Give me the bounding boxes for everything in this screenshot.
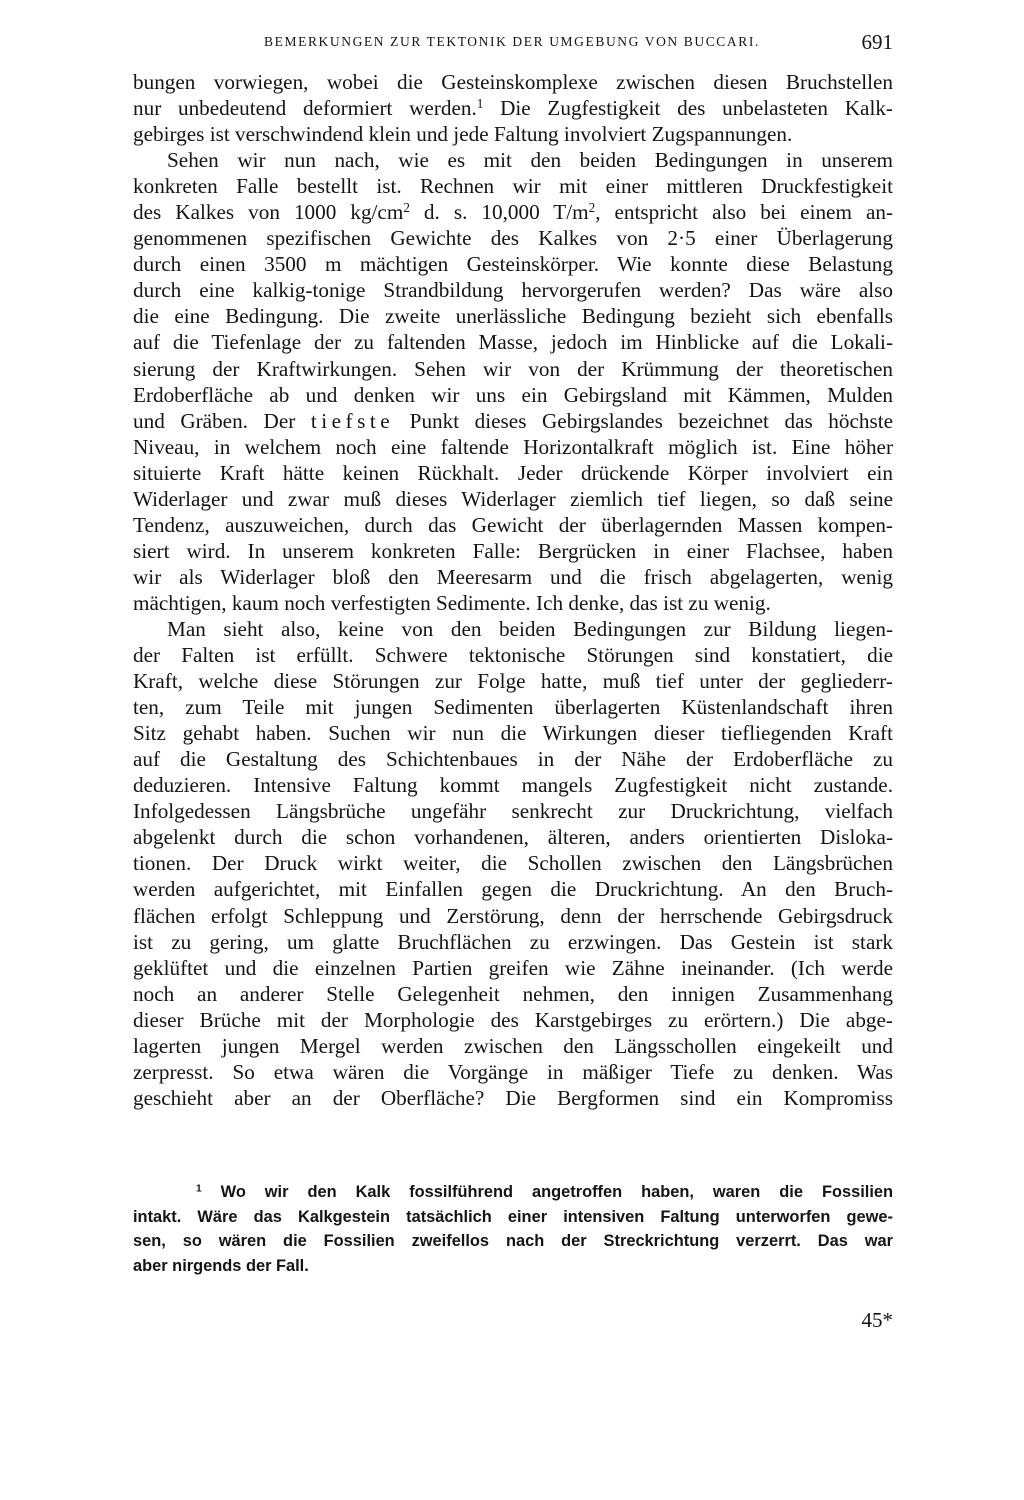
text-line: Sehen wir nun nach, wie es mit den beiden Bedingungen in unserem [167, 148, 893, 173]
superscript: 2 [403, 200, 410, 216]
text-line [133, 199, 893, 225]
text-line: abgelenkt durch die schon vorhandenen, älteren, anders orientierten Disloka- [133, 825, 893, 850]
text-line: Erdoberfläche ab und denken wir uns ein Gebirgsland mit Kämmen, Mulden [133, 382, 893, 407]
text-line: Niveau, in welchem noch eine faltende Horizontalkraft möglich ist. Eine höher [133, 434, 893, 459]
text-line: auf die Tiefenlage der zu faltenden Masse, jedoch im Hinblicke auf die Lokali- [133, 330, 893, 355]
text-line: dieser Brüche mit der Morphologie des Karstgebirges zu erörtern.) Die abge- [133, 1007, 893, 1032]
text-line: konkreten Falle bestellt ist. Rechnen wir mit einer mittleren Druckfestigkeit [133, 174, 893, 199]
text-segment: und Gräben. Der [133, 408, 311, 433]
text-line: mächtigen, kaum noch verfestigten Sedimente. Ich denke, das ist zu wenig. [133, 590, 771, 615]
text-line: die eine Bedingung. Die zweite unerlässliche Bedingung bezieht sich ebenfalls [133, 304, 893, 329]
signature-mark: 45* [861, 1308, 893, 1332]
text-segment: d. s. 10,000 T/m [409, 200, 589, 225]
text-segment: Punkt dieses Gebirgslandes bezeichnet das höchste [394, 408, 893, 433]
running-title: BEMERKUNGEN ZUR TEKTONIK DER UMGEBUNG VON BUCCARI. [264, 34, 760, 49]
text-line: geklüftet und die einzelnen Partien greifen wie Zähne ineinander. (Ich werde [133, 955, 893, 980]
text-line: zerpresst. So etwa wären die Vorgänge in mäßiger Tiefe zu denken. Was [133, 1059, 893, 1084]
footnote-marker: 1 [196, 1183, 202, 1195]
text-line: Man sieht also, keine von den beiden Bedingungen zur Bildung liegen- [167, 616, 893, 641]
text-segment: , entspricht also bei einem an- [595, 200, 894, 225]
text-line: ist zu gering, um glatte Bruchflächen zu erzwingen. Das Gestein ist stark [133, 929, 893, 954]
text-line [133, 408, 893, 434]
text-line: durch eine kalkig-tonige Strandbildung hervorgerufen werden? Das wäre also [133, 278, 893, 303]
footnote [133, 1180, 893, 1278]
text-line: der Falten ist erfüllt. Schwere tektonische Störungen sind konstatiert, die [133, 643, 893, 668]
footnote-line: aber nirgends der Fall. [133, 1256, 309, 1275]
text-line: wir als Widerlager bloß den Meeresarm und die frisch abgelagerten, wenig [133, 564, 893, 589]
text-line: tionen. Der Druck wirkt weiter, die Schollen zwischen den Längsbrüchen [133, 851, 893, 876]
text-segment: des Kalkes von 1000 kg/cm [133, 200, 404, 225]
text-line: bungen vorwiegen, wobei die Gesteinskomplexe zwischen diesen Bruchstellen [133, 70, 893, 94]
text-line: geschieht aber an der Oberfläche? Die Bergformen sind ein Kompromiss [133, 1085, 893, 1110]
text-line: lagerten jungen Mergel werden zwischen den Längsschollen eingekeilt und [133, 1033, 893, 1058]
text-line: Infolgedessen Längsbrüche ungefähr senkrecht zur Druckrichtung, vielfach [133, 799, 893, 824]
footnote-reference: 1 [476, 95, 484, 111]
body-text [133, 69, 893, 1111]
text-line: sierung der Kraftwirkungen. Sehen wir von der Krümmung der theoretischen [133, 356, 893, 381]
text-line: durch einen 3500 m mächtigen Gesteinskörper. Wie konnte diese Belastung [133, 252, 893, 277]
text-line: Sitz gehabt haben. Suchen wir nun die Wirkungen dieser tiefliegenden Kraft [133, 721, 893, 746]
footnote-line: intakt. Wäre das Kalkgestein tatsächlich einer intensiven Faltung unterworfen gewe- [133, 1207, 893, 1226]
text-line: ten, zum Teile mit jungen Sedimenten überlagerten Küstenlandschaft ihren [133, 695, 893, 720]
text-line: flächen erfolgt Schleppung und Zerstörung, denn der herrschende Gebirgsdruck [133, 903, 893, 928]
running-head [0, 30, 1024, 56]
text-line: werden aufgerichtet, mit Einfallen gegen die Druckrichtung. An den Bruch- [133, 877, 893, 902]
footnote-line: sen, so wären die Fossilien zweifellos nach der Streckrichtung verzerrt. Das war [133, 1232, 893, 1250]
superscript: 2 [588, 200, 596, 216]
text-line: siert wird. In unserem konkreten Falle: Bergrücken in einer Flachsee, haben [133, 538, 893, 563]
emphasized-word: tiefste [310, 408, 395, 433]
text-line: situierte Kraft hätte keinen Rückhalt. Jeder drückende Körper involviert ein [133, 460, 893, 485]
text-segment: nur unbedeutend deformiert werden. [133, 96, 477, 121]
text-line: Kraft, welche diese Störungen zur Folge hatte, muß tief unter der gegliederr- [133, 669, 893, 694]
text-line: genommenen spezifischen Gewichte des Kalkes von 2·5 einer Überlagerung [133, 226, 893, 251]
text-line: deduzieren. Intensive Faltung kommt mangels Zugfestigkeit nicht zustande. [133, 773, 893, 798]
text-line: Tendenz, auszuweichen, durch das Gewicht der überlagernden Massen kompen- [133, 512, 893, 537]
footnote-line [133, 1180, 893, 1205]
text-line: Widerlager und zwar muß dieses Widerlager ziemlich tief liegen, so daß seine [133, 486, 893, 511]
text-segment: Die Zugfestigkeit des unbelasteten Kalk- [483, 96, 893, 121]
page-number: 691 [861, 30, 893, 54]
text-line: noch an anderer Stelle Gelegenheit nehmen, den innigen Zusammenhang [133, 981, 893, 1006]
text-segment: Wo wir den Kalk fossilführend angetroffen haben, waren die Fossilien [201, 1183, 893, 1201]
text-line: gebirges ist verschwindend klein und jede Faltung involviert Zugspannungen. [133, 122, 793, 147]
text-line [133, 95, 893, 121]
text-line: auf die Gestaltung des Schichtenbaues in der Nähe der Erdoberfläche zu [133, 747, 893, 772]
